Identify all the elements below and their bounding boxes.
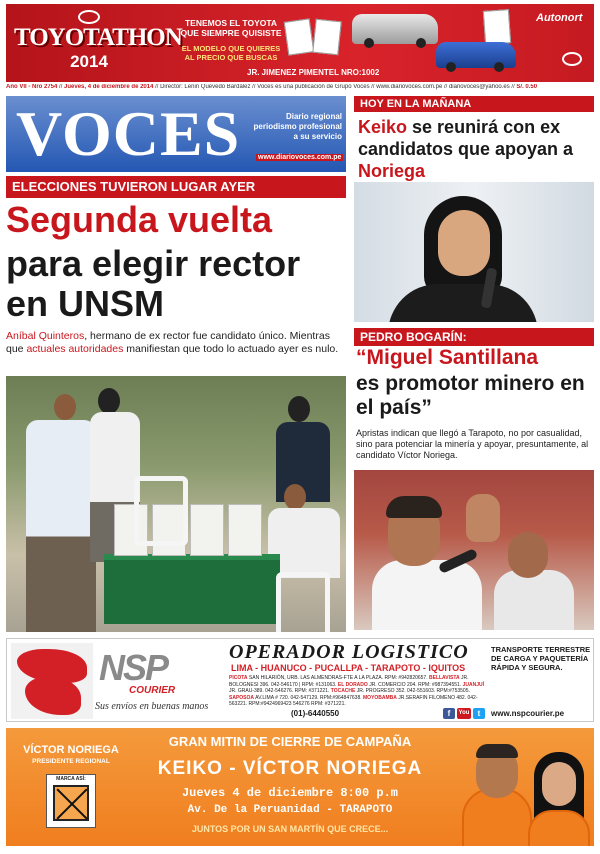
ballot-box-icon [190, 504, 224, 556]
keiko-portrait-photo[interactable] [354, 182, 594, 322]
edition-date: Jueves, 4 de diciembre de 2014 [64, 84, 154, 90]
cover-price: S/. 0.50 [516, 84, 538, 90]
keiko-photo-face [542, 762, 576, 806]
portrait-face [438, 210, 490, 276]
nsp-courier-ad[interactable] [6, 638, 594, 722]
dealer-name: Autonort [536, 12, 583, 24]
voter-head [54, 394, 76, 420]
map-region-south [25, 677, 81, 715]
keiko-photo-body [528, 810, 590, 846]
peru-map-icon [11, 643, 93, 719]
price-card-icon [483, 9, 511, 45]
blue-hatchback-image [436, 42, 516, 68]
nsp-logo-text: NSP [99, 647, 168, 688]
rally-date: Jueves 4 de diciembre 8:00 p.m [181, 786, 399, 800]
branch-detail: JR. COMERCIO 204. RPM: #987394551. [369, 681, 462, 688]
bogarin-story-kicker: PEDRO BOGARÍN: [354, 328, 594, 346]
seated-man-head [284, 484, 306, 510]
ad-slogan-secondary: EL MODELO QUE QUIERES AL PRECIO QUE BUSCAS [181, 44, 281, 62]
email-link[interactable]: diariovoces@yahoo.es [448, 84, 510, 90]
speaker-shirt [372, 560, 482, 630]
dealer-address: JR. JIMENEZ PIMENTEL NRO:1002 [247, 68, 380, 77]
keiko-story-kicker: HOY EN LA MAÑANA [354, 96, 594, 112]
nsp-logo-subtitle: COURIER [129, 685, 176, 696]
speaker-hair [386, 496, 442, 518]
wheel-icon [364, 38, 374, 48]
bogarin-speech-photo[interactable] [354, 470, 594, 630]
branch-city: TOCACHE [330, 688, 356, 694]
official-head [98, 388, 120, 414]
rally-names: KEIKO - VÍCTOR NORIEGA [157, 758, 423, 779]
newspaper-name: VOCES [16, 98, 241, 169]
youtube-icon[interactable]: You [457, 708, 471, 719]
bogarin-story-headline-red[interactable]: “Miguel Santillana [356, 346, 539, 369]
wheel-icon [446, 62, 456, 72]
ballot-mark-label: MARCA ASÍ: [56, 776, 86, 782]
price-card-icon [312, 19, 341, 56]
publisher-credit: Voces es una publicación de Grupo Voces [257, 84, 370, 90]
branch-detail: JR. GRAU-389. 042-546276. RPM: #371221. [229, 688, 330, 694]
ballot-cross-icon [53, 785, 89, 821]
second-man-head [508, 532, 548, 578]
branch-detail: JR. BOLOGNESI 396. 042-546170 | RPM: #131063. [229, 675, 469, 688]
white-chair-icon [134, 476, 188, 546]
courier-phone[interactable]: (01)-6440550 [291, 709, 340, 718]
courier-title: OPERADOR LOGISTICO [229, 641, 469, 663]
white-chair-icon [276, 572, 330, 632]
campaign-motto: JUNTOS POR UN SAN MARTÍN QUE CRECE... [191, 824, 389, 834]
edition-number: Año VII - Nro 2754 [6, 84, 58, 90]
branch-detail: JR.SERAFIN FILOMENO 482. 042-563221. RPM:#9424969423 546276 RPM: #371221. [229, 694, 478, 707]
headline-red-word: Keiko [358, 117, 408, 137]
candidate-name: VÍCTOR NORIEGA [23, 744, 119, 756]
toyotathon-logo-word: TOYOTATHON [14, 24, 182, 51]
toyotathon-logo-year: 2014 [70, 52, 108, 71]
toyota-brand-icon [562, 52, 582, 66]
lead-story-headline[interactable]: para elegir rector en UNSM [6, 243, 301, 324]
campaign-rally-ad[interactable] [6, 728, 594, 846]
voter-figure [26, 420, 96, 632]
second-man-body [494, 570, 574, 630]
election-voting-photo[interactable] [6, 376, 346, 632]
branch-detail: SAN HILARIÓN, URB. LAS ALMENDRAS-FTE A LA PLAZA. RPM: #942820657. [248, 675, 428, 681]
director-credit: Director: Lenin Quevedo Bardález [160, 84, 251, 90]
ad-slogan-primary: TENEMOS EL TOYOTA QUE SIEMPRE QUISISTE [180, 18, 282, 38]
branch-city: BELLAVISTA [429, 675, 460, 681]
lead-story-deck [6, 330, 346, 356]
branch-detail: AV.LIMA # 720. 042-547129. RPM:#964847638. [255, 694, 362, 701]
price-card-icon [284, 18, 314, 55]
branch-detail: JR. PROGRESO 352. 042-551603. RPM:#753505. [356, 688, 470, 694]
courier-branch-list [229, 675, 485, 708]
masthead [6, 96, 346, 172]
silver-sedan-image [352, 14, 438, 44]
website-link[interactable]: www.diariovoces.com.pe [376, 84, 443, 90]
courier-cities: LIMA - HUANUCO - PUCALLPA - TARAPOTO - IQUITOS [231, 663, 466, 673]
deck-text: manifiestan que todo lo actuado ayer es nulo. [123, 343, 339, 355]
rally-title: GRAN MITIN DE CIERRE DE CAMPAÑA [168, 734, 412, 749]
deck-highlight-name: Aníbal Quinteros [6, 330, 85, 342]
lead-story-headline-red[interactable]: Segunda vuelta [6, 199, 273, 240]
facebook-icon[interactable]: f [443, 708, 455, 719]
keiko-story-headline[interactable] [358, 116, 594, 182]
toyotathon-logo [14, 10, 182, 74]
edition-info-line: Año VII - Nro 2754 // Jueves, 4 de diciembre de 2014 // Director: Lenin Quevedo Bardález // Voces es una publicación de Grupo Voces // www.diariovoces.com.pe // diariovoces@yahoo.es // S/. 0.50 [6, 84, 538, 90]
branch-city: SAPOSOA [229, 694, 255, 701]
toyotathon-ad-banner[interactable] [6, 4, 594, 82]
candidate-photo-hair [476, 744, 518, 758]
courier-slogan: Sus envíos en buenas manos [95, 701, 209, 712]
bogarin-story-deck: Apristas indican que llegó a Tarapoto, no por casualidad, sino para potenciar la minería y apoyar, presuntamente, al candidato Víctor Noriega. [356, 428, 589, 460]
branch-city: JUANJUÍ [462, 681, 484, 688]
newspaper-tagline: Diario regional periodismo profesional a su servicio [253, 112, 342, 141]
toyota-emblem-icon [78, 10, 100, 24]
bogarin-story-headline[interactable]: es promotor minero en el país” [356, 372, 585, 419]
ballot-box-icon [228, 504, 262, 556]
courier-website[interactable]: www.nspcourier.pe [491, 709, 565, 718]
wheel-icon [416, 38, 426, 48]
wheel-icon [494, 62, 504, 72]
raised-hand-icon [466, 494, 500, 542]
ballot-mark-example [46, 774, 96, 828]
lead-story-kicker: ELECCIONES TUVIERON LUGAR AYER [6, 176, 346, 198]
newspaper-url[interactable]: www.diariovoces.com.pe [258, 154, 342, 161]
headline-red-word: Noriega [358, 161, 426, 181]
green-table [104, 554, 280, 624]
branch-city: MOYOBAMBA [363, 694, 397, 701]
deck-text: , hermano de ex rector fue candidato único. Mientras que [6, 330, 330, 355]
portrait-body [388, 284, 538, 322]
branch-city: EL DORADO [337, 681, 368, 688]
branch-city: PICOTA [229, 675, 248, 681]
courier-service-description: TRANSPORTE TERRESTRE DE CARGA Y PAQUETERÍA RÁPIDA Y SEGURA. [491, 645, 591, 672]
rally-venue: Av. De la Peruanidad - TARAPOTO [187, 804, 393, 816]
deck-highlight-authorities: actuales autoridades [26, 343, 124, 355]
guard-head [288, 396, 310, 422]
headline-text: se reunirá con ex candidatos que apoyan a [358, 117, 574, 159]
candidate-role: PRESIDENTE REGIONAL [32, 758, 110, 765]
twitter-icon[interactable]: t [473, 708, 485, 719]
